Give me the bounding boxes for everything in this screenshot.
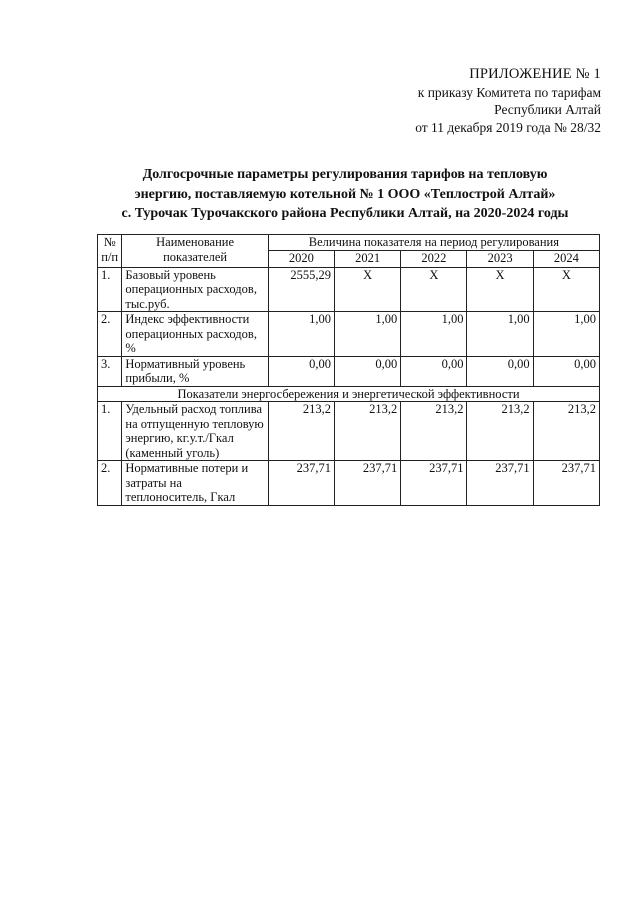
document-title (80, 165, 610, 224)
header-name: Наименование показателей (122, 235, 268, 268)
appendix-republic: Республики Алтай (494, 102, 601, 117)
row-name: Индекс эффективности операционных расходов, % (122, 312, 268, 357)
table-row (98, 267, 600, 312)
row-value: 0,00 (467, 356, 533, 386)
table-row (98, 356, 600, 386)
row-value: 213,2 (467, 402, 533, 461)
row-name: Базовый уровень операционных расходов, тыс.руб. (122, 267, 268, 312)
row-value: X (533, 267, 599, 312)
row-value: 237,71 (401, 461, 467, 506)
header-year: 2021 (335, 250, 401, 267)
row-value: 0,00 (335, 356, 401, 386)
row-name: Нормативный уровень прибыли, % (122, 356, 268, 386)
header-num: № п/п (98, 235, 122, 268)
appendix-title: ПРИЛОЖЕНИЕ № 1 (469, 66, 601, 82)
row-value: X (401, 267, 467, 312)
row-value: 237,71 (467, 461, 533, 506)
appendix-date: от 11 декабря 2019 года № 28/32 (415, 119, 601, 135)
row-value: 1,00 (533, 312, 599, 357)
section-row (98, 386, 600, 402)
header-year: 2024 (533, 250, 599, 267)
parameters-table (97, 234, 600, 506)
appendix-order-ref: к приказу Комитета по тарифам (417, 84, 601, 100)
row-number: 2. (98, 312, 122, 357)
row-value: 213,2 (533, 402, 599, 461)
row-number: 1. (98, 267, 122, 312)
row-name: Нормативные потери и затраты на теплоноситель, Гкал (122, 461, 268, 506)
row-value: 2555,29 (268, 267, 334, 312)
row-value: 1,00 (401, 312, 467, 357)
row-value: 0,00 (268, 356, 334, 386)
table-row (98, 312, 600, 357)
header-year: 2020 (268, 250, 334, 267)
row-number: 3. (98, 356, 122, 386)
row-value: 1,00 (467, 312, 533, 357)
row-value: 237,71 (335, 461, 401, 506)
row-value: X (467, 267, 533, 312)
row-value: 1,00 (268, 312, 334, 357)
section-title: Показатели энергосбережения и энергетической эффективности (98, 386, 600, 402)
row-value: 237,71 (533, 461, 599, 506)
row-value: 0,00 (401, 356, 467, 386)
header-row (98, 235, 600, 251)
row-name: Удельный расход топлива на отпущенную тепловую энергию, кг.у.т./Гкал (каменный уголь) (122, 402, 268, 461)
row-value: X (335, 267, 401, 312)
row-value: 213,2 (335, 402, 401, 461)
row-value: 1,00 (335, 312, 401, 357)
row-value: 213,2 (401, 402, 467, 461)
row-number: 2. (98, 461, 122, 506)
title-line-2: энергию, поставляемую котельной № 1 ООО «Теплострой Алтай» (134, 186, 556, 202)
row-number: 1. (98, 402, 122, 461)
header-year: 2022 (401, 250, 467, 267)
header-period: Величина показателя на период регулирования (268, 235, 599, 251)
table-row (98, 402, 600, 461)
header-year: 2023 (467, 250, 533, 267)
title-line-1: Долгосрочные параметры регулирования тарифов на тепловую (142, 167, 548, 182)
title-line-3: с. Турочак Турочакского района Республики Алтай, на 2020-2024 годы (121, 206, 569, 221)
appendix-block (415, 66, 601, 136)
row-value: 237,71 (268, 461, 334, 506)
row-value: 213,2 (268, 402, 334, 461)
row-value: 0,00 (533, 356, 599, 386)
table-row (98, 461, 600, 506)
